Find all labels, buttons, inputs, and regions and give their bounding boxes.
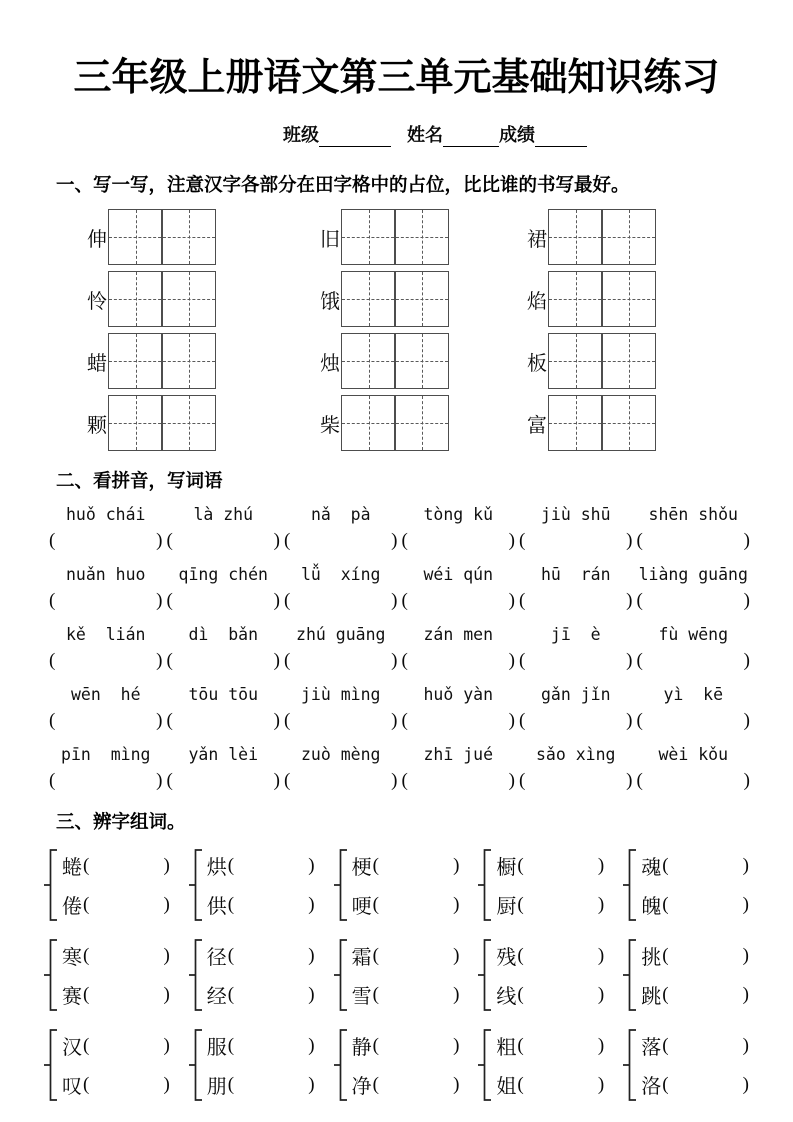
pinyin-word: wéi qún	[423, 565, 494, 584]
pinyin-row	[48, 563, 751, 612]
bianzi-character: 橱	[496, 857, 517, 879]
tianzige-grid	[341, 271, 449, 327]
tianzige-item	[83, 395, 216, 451]
bianzi-character: 烘	[206, 857, 227, 879]
bianzi-item	[352, 851, 466, 880]
pinyin-word: kě lián	[66, 625, 146, 644]
bianzi-character: 魂	[641, 857, 662, 879]
bianzi-character: 服	[206, 1037, 227, 1059]
name-label: 姓名	[407, 125, 443, 145]
bianzi-group	[478, 1028, 610, 1102]
pinyin-row	[48, 503, 751, 552]
bianzi-character: 雪	[351, 986, 372, 1008]
bianzi-row	[44, 848, 755, 922]
bianzi-item	[641, 890, 755, 919]
answer-parens: ( )	[372, 944, 460, 966]
bracket-icon	[44, 938, 58, 1012]
character-label: 富	[527, 414, 547, 437]
bracket-icon	[478, 848, 492, 922]
answer-parens: ( )	[284, 770, 398, 791]
student-info-line	[283, 121, 755, 147]
answer-parens: ( )	[636, 590, 750, 611]
pinyin-item	[166, 503, 282, 552]
pinyin-word: nǎ pà	[310, 505, 371, 524]
bianzi-item	[496, 980, 610, 1009]
pinyin-item	[636, 683, 752, 732]
answer-parens: ( )	[284, 650, 398, 671]
bianzi-group	[334, 1028, 466, 1102]
bianzi-group	[334, 848, 466, 922]
pinyin-word: hū rán	[540, 565, 611, 584]
answer-parens: ( )	[227, 854, 315, 876]
answer-parens: ( )	[662, 944, 749, 966]
tianzige-grid	[341, 209, 449, 265]
pinyin-word: nuǎn huo	[66, 565, 146, 584]
answer-parens: ( )	[49, 710, 163, 731]
pinyin-item	[401, 623, 517, 672]
pinyin-item	[636, 743, 752, 792]
name-field	[407, 121, 499, 147]
bianzi-character: 线	[496, 986, 517, 1008]
bianzi-character: 汉	[62, 1037, 82, 1059]
pinyin-item	[283, 563, 399, 612]
section-two-heading: 二、看拼音，写词语	[56, 472, 223, 492]
bracket-icon	[334, 938, 348, 1012]
answer-parens: ( )	[517, 944, 605, 966]
bianzi-row	[44, 938, 755, 1012]
answer-parens: ( )	[166, 530, 280, 551]
answer-parens: ( )	[636, 770, 750, 791]
answer-parens: ( )	[372, 1073, 460, 1095]
answer-parens: ( )	[166, 590, 280, 611]
tianzige-section	[38, 209, 755, 457]
character-label: 饿	[320, 290, 340, 313]
tianzige-item	[316, 395, 449, 451]
pinyin-word: jiù shū	[540, 505, 611, 524]
bianzi-group	[623, 848, 755, 922]
answer-parens: ( )	[519, 530, 633, 551]
pinyin-item	[518, 623, 634, 672]
tianzige-grid	[548, 395, 656, 451]
answer-parens: ( )	[284, 710, 398, 731]
bianzi-item	[496, 890, 610, 919]
tianzige-item	[523, 271, 656, 327]
tianzige-item	[83, 271, 216, 327]
pinyin-item	[48, 743, 164, 792]
answer-parens: ( )	[662, 983, 749, 1005]
bianzi-group	[44, 938, 176, 1012]
bianzi-item	[352, 890, 466, 919]
answer-parens: ( )	[636, 710, 750, 731]
bianzi-item	[641, 1070, 755, 1099]
bianzi-character: 粗	[496, 1037, 517, 1059]
answer-parens: ( )	[83, 1034, 170, 1056]
bracket-icon	[478, 1028, 492, 1102]
pinyin-word: zhú guāng	[296, 625, 386, 644]
bracket-icon	[189, 848, 203, 922]
bianzi-item	[641, 1031, 755, 1060]
pinyin-row	[48, 683, 751, 732]
pinyin-word: fù wēng	[658, 625, 729, 644]
character-label: 烛	[320, 352, 340, 375]
bianzi-character: 赛	[62, 986, 82, 1008]
bianzi-group	[189, 938, 321, 1012]
tianzige-item	[316, 209, 449, 265]
pinyin-word: tòng kǔ	[423, 505, 494, 524]
pinyin-word: wèi kǒu	[658, 745, 729, 764]
pinyin-item	[401, 743, 517, 792]
pinyin-row	[48, 623, 751, 672]
bianzi-item	[641, 851, 755, 880]
pinyin-item	[518, 683, 634, 732]
pinyin-item	[401, 563, 517, 612]
character-label: 颗	[87, 414, 107, 437]
pinyin-item	[283, 683, 399, 732]
bianzi-character: 朋	[206, 1076, 227, 1098]
bracket-icon	[189, 938, 203, 1012]
tianzige-item	[316, 271, 449, 327]
answer-parens: ( )	[83, 1073, 170, 1095]
pinyin-item	[166, 743, 282, 792]
bianzi-item	[496, 941, 610, 970]
pinyin-item	[166, 623, 282, 672]
bianzi-character: 蜷	[62, 857, 82, 879]
pinyin-word: tōu tōu	[188, 685, 259, 704]
class-label: 班级	[283, 125, 319, 145]
answer-parens: ( )	[519, 710, 633, 731]
answer-parens: ( )	[401, 650, 515, 671]
answer-parens: ( )	[517, 854, 605, 876]
answer-parens: ( )	[636, 530, 750, 551]
pinyin-word: huǒ yàn	[423, 685, 494, 704]
pinyin-word: shēn shǒu	[648, 505, 738, 524]
answer-parens: ( )	[517, 1034, 605, 1056]
character-label: 柴	[320, 414, 340, 437]
bianzi-item	[352, 980, 466, 1009]
bianzi-item	[641, 941, 755, 970]
bracket-icon	[189, 1028, 203, 1102]
bianzi-row	[44, 1028, 755, 1102]
class-blank-line	[319, 127, 391, 147]
bianzi-item	[496, 851, 610, 880]
bianzi-item	[496, 1070, 610, 1099]
bianzi-item	[62, 890, 176, 919]
pinyin-word: jiù mìng	[301, 685, 381, 704]
bianzi-character: 叹	[62, 1076, 82, 1098]
bianzi-character: 霜	[351, 947, 372, 969]
pinyin-item	[636, 503, 752, 552]
bianzi-item	[352, 1070, 466, 1099]
pinyin-item	[283, 623, 399, 672]
bianzi-item	[207, 851, 321, 880]
bianzi-item	[62, 980, 176, 1009]
pinyin-item	[518, 503, 634, 552]
class-field	[283, 121, 407, 147]
tianzige-item	[83, 333, 216, 389]
pinyin-item	[48, 623, 164, 672]
answer-parens: ( )	[166, 650, 280, 671]
tianzige-grid	[548, 271, 656, 327]
pinyin-item	[518, 743, 634, 792]
answer-parens: ( )	[372, 854, 460, 876]
page-title: 三年级上册语文第三单元基础知识练习	[73, 57, 720, 99]
bracket-icon	[478, 938, 492, 1012]
pinyin-item	[48, 503, 164, 552]
character-label: 焰	[527, 290, 547, 313]
bracket-icon	[44, 848, 58, 922]
character-label: 蜡	[87, 352, 107, 375]
answer-parens: ( )	[49, 650, 163, 671]
answer-parens: ( )	[401, 770, 515, 791]
bianzi-character: 哽	[351, 896, 372, 918]
bianzi-group	[623, 938, 755, 1012]
bracket-icon	[334, 848, 348, 922]
score-blank-line	[535, 127, 587, 147]
bianzi-section	[38, 848, 755, 1102]
bianzi-item	[207, 1031, 321, 1060]
pinyin-item	[283, 743, 399, 792]
answer-parens: ( )	[49, 770, 163, 791]
pinyin-item	[401, 683, 517, 732]
pinyin-section	[38, 503, 755, 792]
bianzi-group	[334, 938, 466, 1012]
section-one-heading: 一、写一写，注意汉字各部分在田字格中的占位，比比谁的书写最好。	[56, 176, 630, 196]
pinyin-word: wēn hé	[70, 685, 141, 704]
bianzi-group	[44, 848, 176, 922]
tianzige-item	[523, 395, 656, 451]
character-label: 怜	[87, 290, 107, 313]
pinyin-item	[166, 683, 282, 732]
pinyin-word: gǎn jǐn	[540, 685, 611, 704]
pinyin-row	[48, 743, 751, 792]
pinyin-word: yì kē	[663, 685, 724, 704]
bracket-icon	[623, 938, 637, 1012]
pinyin-item	[166, 563, 282, 612]
pinyin-word: zán men	[423, 625, 494, 644]
tianzige-grid	[548, 333, 656, 389]
bianzi-item	[352, 1031, 466, 1060]
answer-parens: ( )	[83, 944, 170, 966]
answer-parens: ( )	[284, 530, 398, 551]
bianzi-character: 净	[351, 1076, 372, 1098]
tianzige-item	[316, 333, 449, 389]
answer-parens: ( )	[517, 983, 605, 1005]
answer-parens: ( )	[372, 1034, 460, 1056]
bianzi-character: 跳	[641, 986, 662, 1008]
answer-parens: ( )	[662, 893, 749, 915]
bianzi-character: 落	[641, 1037, 662, 1059]
answer-parens: ( )	[227, 944, 315, 966]
character-label: 旧	[320, 228, 340, 251]
pinyin-word: zhī jué	[423, 745, 494, 764]
answer-parens: ( )	[227, 1034, 315, 1056]
answer-parens: ( )	[49, 530, 163, 551]
character-label: 板	[527, 352, 547, 375]
bianzi-item	[207, 890, 321, 919]
tianzige-grid	[108, 271, 216, 327]
bianzi-character: 挑	[641, 947, 662, 969]
answer-parens: ( )	[519, 590, 633, 611]
answer-parens: ( )	[401, 590, 515, 611]
tianzige-grid	[108, 333, 216, 389]
answer-parens: ( )	[401, 530, 515, 551]
pinyin-word: zuò mèng	[301, 745, 381, 764]
bianzi-character: 倦	[62, 896, 82, 918]
pinyin-item	[636, 623, 752, 672]
score-label: 成绩	[499, 125, 535, 145]
bianzi-item	[62, 851, 176, 880]
bianzi-item	[641, 980, 755, 1009]
bianzi-group	[189, 1028, 321, 1102]
pinyin-word: là zhú	[193, 505, 254, 524]
tianzige-item	[523, 333, 656, 389]
bianzi-group	[44, 1028, 176, 1102]
answer-parens: ( )	[519, 770, 633, 791]
bianzi-character: 魄	[641, 896, 662, 918]
pinyin-word: huǒ chái	[66, 505, 146, 524]
bracket-icon	[44, 1028, 58, 1102]
answer-parens: ( )	[227, 893, 315, 915]
answer-parens: ( )	[662, 1073, 749, 1095]
pinyin-item	[401, 503, 517, 552]
bianzi-item	[207, 980, 321, 1009]
pinyin-item	[283, 503, 399, 552]
pinyin-word: pīn mìng	[61, 745, 151, 764]
character-label: 裙	[527, 228, 547, 251]
bianzi-character: 经	[206, 986, 227, 1008]
bianzi-item	[207, 1070, 321, 1099]
bianzi-item	[352, 941, 466, 970]
bracket-icon	[623, 1028, 637, 1102]
bianzi-group	[478, 938, 610, 1012]
bianzi-character: 洛	[641, 1076, 662, 1098]
answer-parens: ( )	[636, 650, 750, 671]
answer-parens: ( )	[517, 1073, 605, 1095]
bianzi-character: 残	[496, 947, 517, 969]
bianzi-item	[207, 941, 321, 970]
answer-parens: ( )	[227, 983, 315, 1005]
pinyin-item	[636, 563, 752, 612]
answer-parens: ( )	[83, 983, 170, 1005]
bianzi-character: 厨	[496, 896, 517, 918]
tianzige-grid	[108, 395, 216, 451]
bianzi-character: 寒	[62, 947, 82, 969]
tianzige-column-1	[83, 209, 216, 457]
tianzige-grid	[341, 333, 449, 389]
bianzi-item	[62, 941, 176, 970]
bianzi-item	[62, 1031, 176, 1060]
bianzi-group	[623, 1028, 755, 1102]
pinyin-word: sǎo xìng	[536, 745, 616, 764]
pinyin-word: lǚ xíng	[301, 565, 381, 584]
pinyin-word: jī è	[550, 625, 601, 644]
tianzige-grid	[548, 209, 656, 265]
answer-parens: ( )	[227, 1073, 315, 1095]
pinyin-word: dì bǎn	[188, 625, 259, 644]
answer-parens: ( )	[662, 1034, 749, 1056]
bianzi-character: 姐	[496, 1076, 517, 1098]
answer-parens: ( )	[372, 983, 460, 1005]
bianzi-character: 径	[206, 947, 227, 969]
answer-parens: ( )	[83, 893, 170, 915]
tianzige-item	[83, 209, 216, 265]
answer-parens: ( )	[372, 893, 460, 915]
answer-parens: ( )	[49, 590, 163, 611]
answer-parens: ( )	[284, 590, 398, 611]
tianzige-column-3	[523, 209, 656, 457]
tianzige-column-2	[316, 209, 449, 457]
pinyin-word: liàng guāng	[638, 565, 748, 584]
bianzi-group	[189, 848, 321, 922]
answer-parens: ( )	[83, 854, 170, 876]
answer-parens: ( )	[166, 710, 280, 731]
bianzi-item	[62, 1070, 176, 1099]
tianzige-grid	[341, 395, 449, 451]
bianzi-group	[478, 848, 610, 922]
pinyin-item	[48, 563, 164, 612]
bianzi-item	[496, 1031, 610, 1060]
tianzige-grid	[108, 209, 216, 265]
bracket-icon	[623, 848, 637, 922]
pinyin-word: yǎn lèi	[188, 745, 259, 764]
answer-parens: ( )	[517, 893, 605, 915]
pinyin-item	[48, 683, 164, 732]
character-label: 伸	[87, 228, 107, 251]
answer-parens: ( )	[166, 770, 280, 791]
pinyin-item	[518, 563, 634, 612]
pinyin-word: qīng chén	[178, 565, 268, 584]
bianzi-character: 供	[206, 896, 227, 918]
section-three-heading: 三、辨字组词。	[56, 813, 186, 833]
bracket-icon	[334, 1028, 348, 1102]
answer-parens: ( )	[519, 650, 633, 671]
score-field	[499, 121, 587, 147]
bianzi-character: 梗	[351, 857, 372, 879]
answer-parens: ( )	[401, 710, 515, 731]
name-blank-line	[443, 127, 499, 147]
bianzi-character: 静	[351, 1037, 372, 1059]
tianzige-item	[523, 209, 656, 265]
answer-parens: ( )	[662, 854, 749, 876]
